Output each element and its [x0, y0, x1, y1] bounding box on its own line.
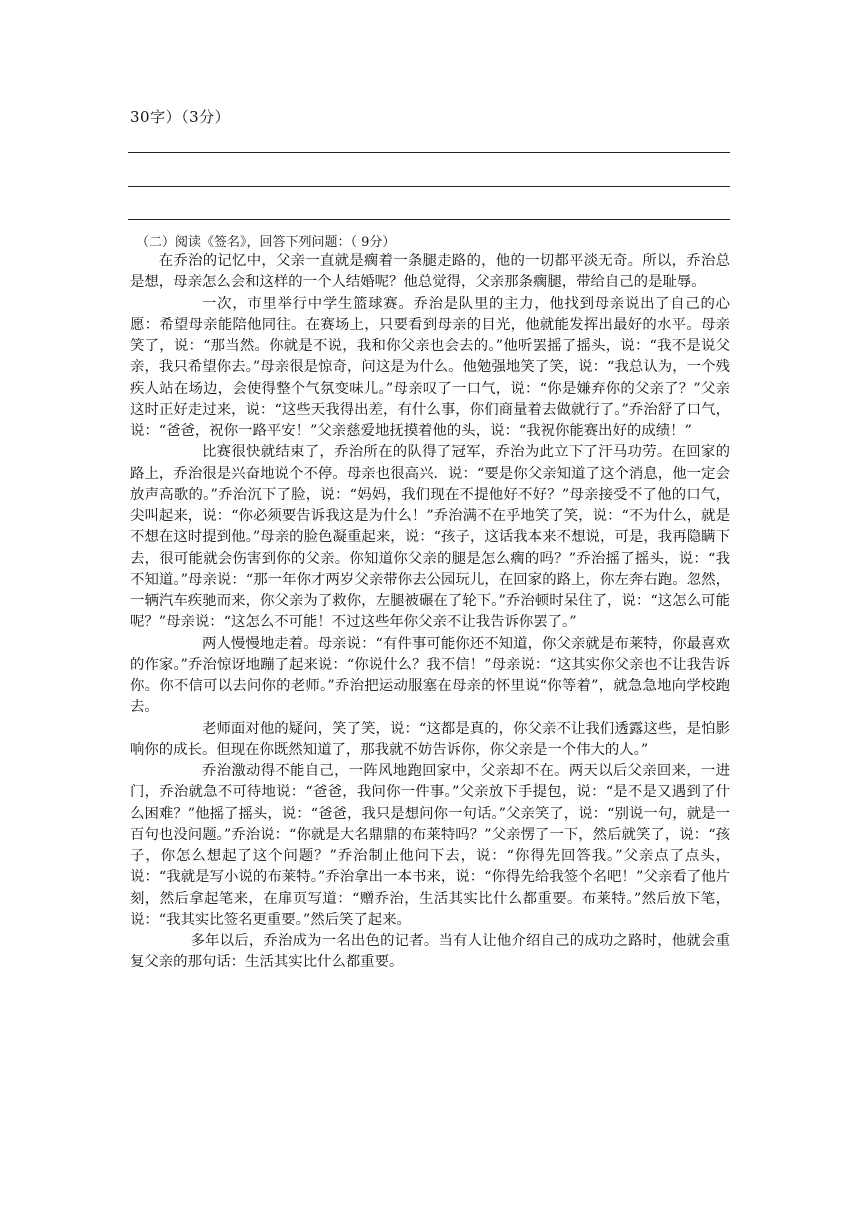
answer-line[interactable]: [128, 219, 730, 220]
answer-line[interactable]: [128, 152, 730, 153]
paragraph: 乔治激动得不能自己，一阵风地跑回家中，父亲却不在。两天以后父亲回来，一进门，乔治就急不可待地说：“爸爸，我问你一件事。”父亲放下手提包，说：“是不是又遇到了什么困难？”他摇了摇头，说：“爸爸，我只是想问你一句话。”父亲笑了，说：“别说一句，就是一百句也没问题。”乔治说：“你就是大名鼎鼎的布莱特吗？”父亲愣了一下，然后就笑了，说：“孩子，你怎么想起了这个问题？”乔治制止他问下去，说：“你得先回答我。”父亲点了点头，说：“我就是写小说的布莱特。”乔治拿出一本书来，说：“你得先给我签个名吧！”父亲看了他片刻，然后拿起笔来，在扉页写道：“赠乔治，生活其实比什么都重要。布莱特。”然后放下笔，说：“我其实比签名更重要。”然后笑了起来。: [130, 763, 730, 928]
section-title: （二）阅读《签名》，回答下列问题：（ 9分）: [136, 235, 396, 250]
paragraph: 老师面对他的疑问，笑了笑，说：“这都是真的，你父亲不让我们透露这些，是怕影响你的成长。但现在你既然知道了，那我就不妨告诉你，你父亲是一个伟大的人。”: [130, 720, 730, 758]
paragraph: 多年以后，乔治成为一名出色的记者。当有人让他介绍自己的成功之路时，他就会重复父亲的那句话：生活其实比什么都重要。: [130, 933, 730, 971]
paragraph: 比赛很快就结束了，乔治所在的队得了冠军，乔治为此立下了汗马功劳。在回家的路上，乔治很是兴奋地说个不停。母亲也很高兴．说：“要是你父亲知道了这个消息，他一定会放声高歌的。”乔治沉下了脸，说：“妈妈，我们现在不提他好不好？”母亲接受不了他的口气，尖叫起来，说：“你必须要告诉我这是为什么！”乔治满不在乎地笑了笑，说：“不为什么，就是不想在这时提到他。”母亲的脸色凝重起来，说：“孩子，这话我本来不想说，可是，我再隐瞒下去，很可能就会伤害到你的父亲。你知道你父亲的腿是怎么瘸的吗？”乔治摇了摇头，说：“我不知道。”母亲说：“那一年你才两岁父亲带你去公园玩儿，在回家的路上，你左奔右跑。忽然，一辆汽车疾驰而来，你父亲为了救你，左腿被碾在了轮下。”乔治顿时呆住了，说：“这怎么可能呢？”母亲说：“这怎么不可能！不过这些年你父亲不让我告诉你罢了。”: [130, 444, 730, 631]
paragraph: 一次，市里举行中学生篮球赛。乔治是队里的主力，他找到母亲说出了自己的心愿：希望母亲能陪他同往。在赛场上，只要看到母亲的目光，他就能发挥出最好的水平。母亲笑了，说：“那当然。你就是不说，我和你父亲也会去的。”他听罢摇了摇头，说：“我不是说父亲，我只希望你去。”母亲很是惊奇，问这是为什么。他勉强地笑了笑，说：“我总认为，一个残疾人站在场边，会使得整个气氛变味儿。”母亲叹了一口气，说：“你是嫌弃你的父亲了？”父亲这时正好走过来，说：“这些天我得出差，有什么事，你们商量着去做就行了。”乔治舒了口气，说：“爸爸，祝你一路平安！”父亲慈爱地抚摸着他的头，说：“我祝你能赛出好的成绩！”: [130, 295, 730, 439]
reading-passage: [130, 251, 730, 974]
answer-line[interactable]: [128, 186, 730, 187]
paragraph: 在乔治的记忆中，父亲一直就是瘸着一条腿走路的，他的一切都平淡无奇。所以，乔治总是想，母亲怎么会和这样的一个人结婚呢？他总觉得，父亲那条瘸腿，带给自己的是耻辱。: [130, 253, 730, 291]
paragraph: 两人慢慢地走着。母亲说：“有件事可能你还不知道，你父亲就是布莱特，你最喜欢的作家。”乔治惊讶地蹦了起来说：“你说什么？我不信！”母亲说：“这其实你父亲也不让我告诉你。你不信可以去问你的老师。”乔治把运动服塞在母亲的怀里说“你等着”，就急急地向学校跑去。: [130, 635, 730, 716]
question-tail: 30字）（3分）: [130, 108, 231, 126]
